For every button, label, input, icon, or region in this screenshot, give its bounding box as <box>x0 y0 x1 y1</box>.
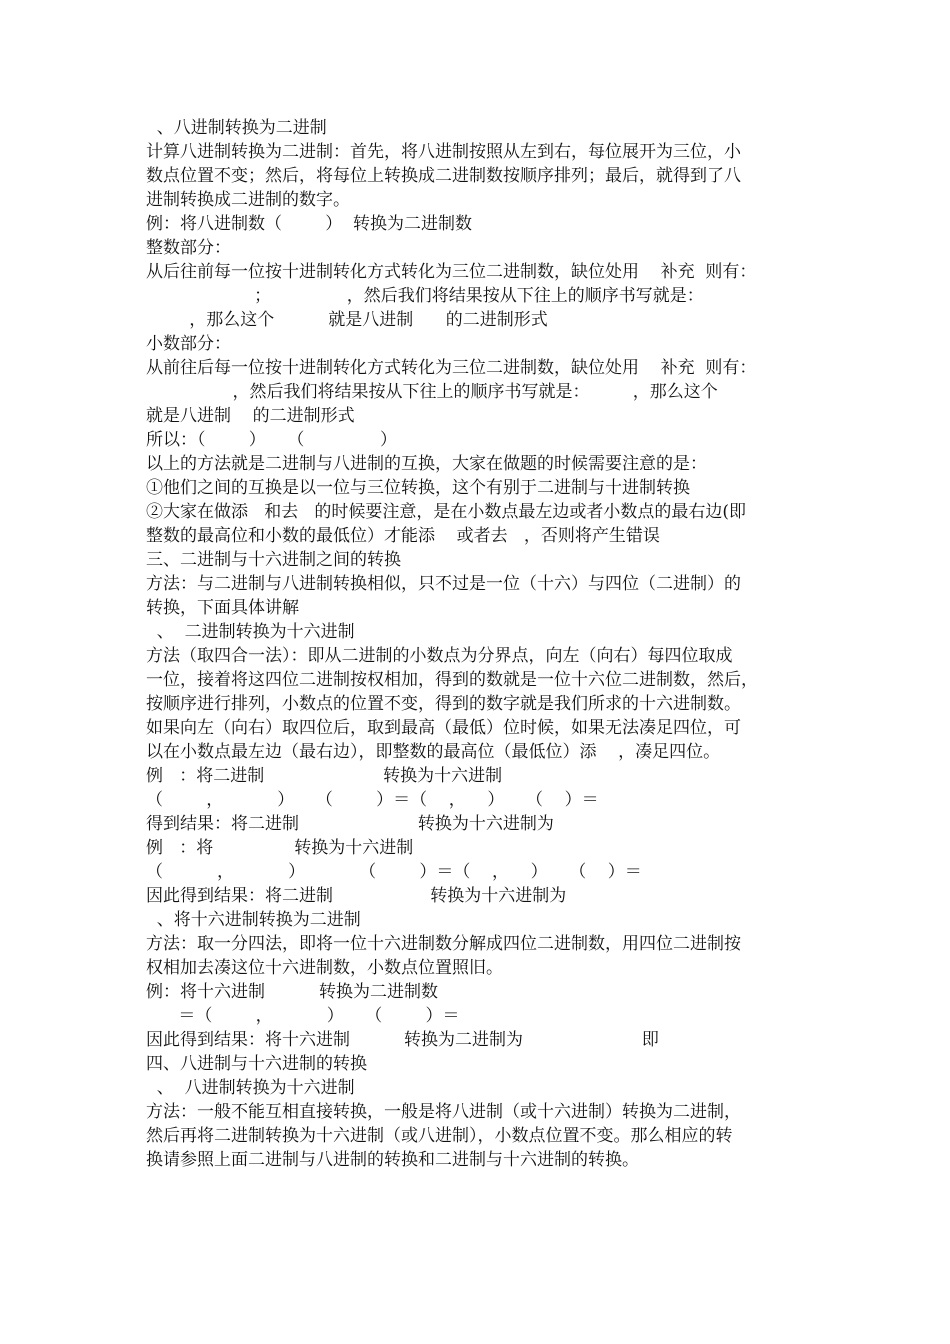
text-line: 因此得到结果：将二进制 转换为十六进制为 <box>146 886 567 906</box>
text-line: 方法：取一分四法，即将一位十六进制数分解成四位二进制数，用四位二进制按 <box>146 934 741 954</box>
text-line: 数点位置不变；然后，将每位上转换成二进制数按顺序排列；最后，就得到了八 <box>146 166 741 186</box>
text-line: 四、八进制与十六进制的转换 <box>146 1054 367 1074</box>
text-line: 一位，接着将这四位二进制按权相加，得到的数就是一位十六位二进制数，然后， <box>146 670 758 690</box>
text-line: 以上的方法就是二进制与八进制的互换，大家在做题的时候需要注意的是： <box>146 454 707 474</box>
text-line: ①他们之间的互换是以一位与三位转换，这个有别于二进制与十进制转换 <box>146 478 690 498</box>
text-line: 所以：（ ） （ ） <box>146 430 397 450</box>
text-line: 如果向左（向右）取四位后，取到最高（最低）位时候，如果无法凑足四位，可 <box>146 718 741 738</box>
text-line: 方法（取四合一法）：即从二进制的小数点为分界点，向左（向右）每四位取成 <box>146 646 733 666</box>
text-line: 以在小数点最左边（最右边），即整数的最高位（最低位）添 ，凑足四位。 <box>146 742 721 762</box>
text-line: 整数的最高位和小数的最低位）才能添 或者去 ，否则将产生错误 <box>146 526 660 546</box>
text-line: 就是八进制 的二进制形式 <box>146 406 355 426</box>
text-line: 小数部分： <box>146 334 231 354</box>
text-line: （ ， ） （ ）＝（ ， ） （ ）＝ <box>146 862 642 882</box>
text-line: 换请参照上面二进制与八进制的转换和二进制与十六进制的转换。 <box>146 1150 639 1170</box>
text-line: 三、二进制与十六进制之间的转换 <box>146 550 401 570</box>
text-line: 整数部分： <box>146 238 231 258</box>
text-line: ＝（ ， ） （ ）＝ <box>146 1006 460 1026</box>
text-line: 得到结果：将二进制 转换为十六进制为 <box>146 814 554 834</box>
text-line: 例：将八进制数（ ） 转换为二进制数 <box>146 214 473 234</box>
text-line: 从后往前每一位按十进制转化方式转化为三位二进制数，缺位处用 补充 则有： <box>146 262 757 282</box>
text-line: 进制转换成二进制的数字。 <box>146 190 350 210</box>
text-line: ②大家在做添 和去 的时候要注意，是在小数点最左边或者小数点的最右边(即 <box>146 502 747 522</box>
text-line: 按顺序进行排列，小数点的位置不变，得到的数字就是我们所求的十六进制数。 <box>146 694 741 714</box>
text-line: 因此得到结果：将十六进制 转换为二进制为 即 <box>146 1030 659 1050</box>
text-line: 例 ：将二进制 转换为十六进制 <box>146 766 503 786</box>
text-line: （ ， ） （ ）＝（ ， ） （ ）＝ <box>146 790 599 810</box>
text-line: 从前往后每一位按十进制转化方式转化为三位二进制数，缺位处用 补充 则有： <box>146 358 757 378</box>
text-line: 方法：一般不能互相直接转换，一般是将八进制（或十六进制）转换为二进制， <box>146 1102 741 1122</box>
text-line: 转换，下面具体讲解 <box>146 598 299 618</box>
text-line: ，那么这个 就是八进制 的二进制形式 <box>146 310 548 330</box>
text-line: 方法：与二进制与八进制转换相似，只不过是一位（十六）与四位（二进制）的 <box>146 574 741 594</box>
text-line: 然后再将二进制转换为十六进制（或八进制），小数点位置不变。那么相应的转 <box>146 1126 733 1146</box>
text-line: 例 ：将 转换为十六进制 <box>146 838 414 858</box>
text-line: 权相加去凑这位十六进制数，小数点位置照旧。 <box>146 958 503 978</box>
text-line: ； ，然后我们将结果按从下往上的顺序书写就是： <box>146 286 704 306</box>
text-line: ，然后我们将结果按从下往上的顺序书写就是： ，那么这个 <box>146 382 718 402</box>
text-line: 、将十六进制转换为二进制 <box>146 910 361 930</box>
text-line: 、八进制转换为二进制 <box>146 118 327 138</box>
text-line: 、 八进制转换为十六进制 <box>146 1078 355 1098</box>
text-line: 计算八进制转换为二进制：首先，将八进制按照从左到右，每位展开为三位，小 <box>146 142 741 162</box>
text-line: 例：将十六进制 转换为二进制数 <box>146 982 439 1002</box>
text-line: 、 二进制转换为十六进制 <box>146 622 355 642</box>
